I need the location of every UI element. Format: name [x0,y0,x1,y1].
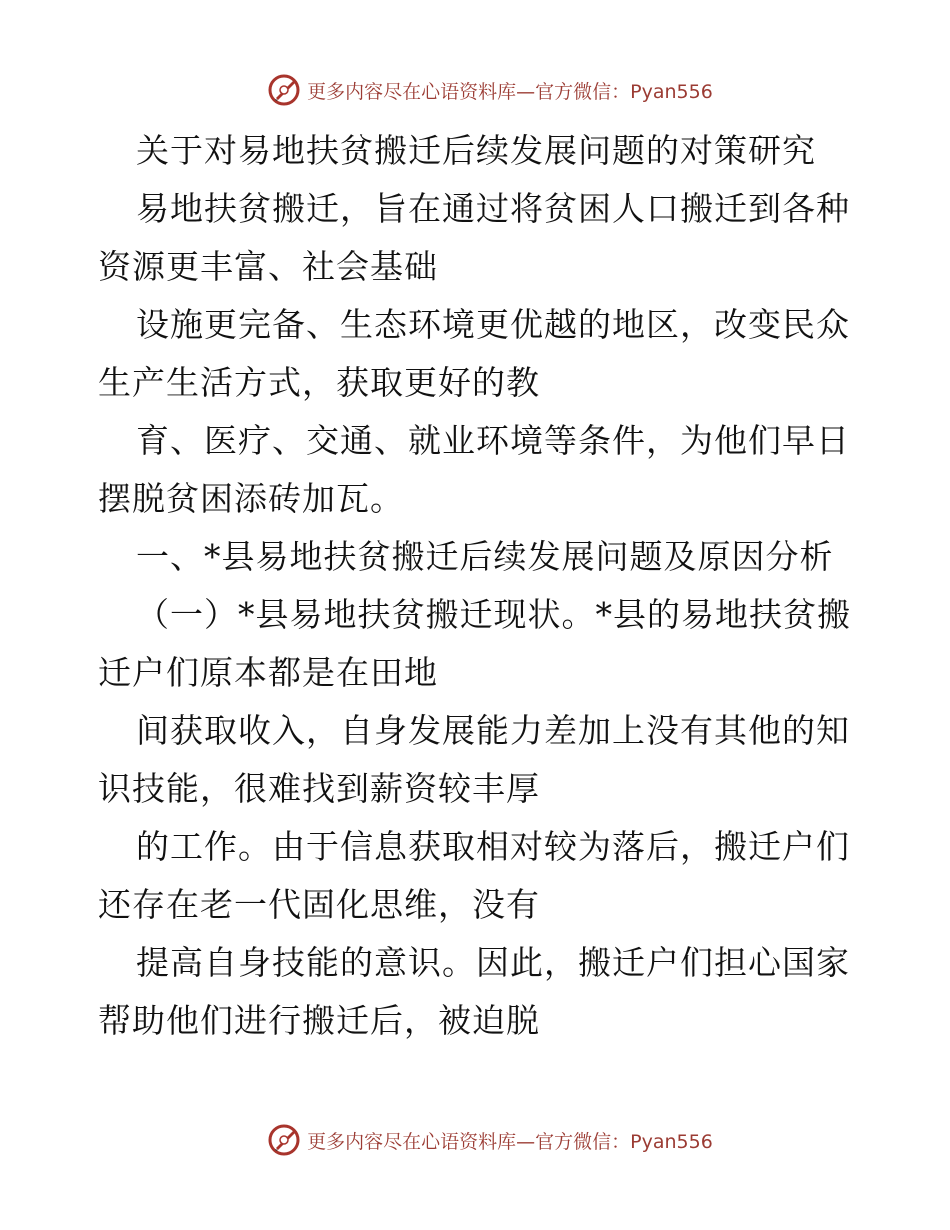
quill-logo-icon [267,73,301,107]
text-line: 识技能，很难找到薪资较丰厚 [98,769,540,808]
text-line: 提高自身技能的意识。因此，搬迁户们担心国家 [136,943,850,982]
text-line: 育、医疗、交通、就业环境等条件，为他们早日 [136,421,850,460]
text-line: 迁户们原本都是在田地 [98,653,438,692]
text-line: 设施更完备、生态环境更优越的地区，改变民众 [136,305,850,344]
watermark-text: 更多内容尽在心语资料库—官方微信：Pyan556 [307,80,713,103]
document-body [98,122,858,1050]
text-line: 摆脱贫困添砖加瓦。 [98,479,404,518]
footer-watermark-banner [0,1120,950,1160]
text-line: 资源更丰富、社会基础 [98,247,438,286]
text-line: 间获取收入，自身发展能力差加上没有其他的知 [136,711,850,750]
text-line: 帮助他们进行搬迁后，被迫脱 [98,1001,540,1040]
header-watermark-banner [0,70,950,110]
text-line: 关于对易地扶贫搬迁后续发展问题的对策研究 [136,131,816,170]
quill-logo-icon [267,1123,301,1157]
text-line: 一、*县易地扶贫搬迁后续发展问题及原因分析 [136,537,834,576]
text-line: 的工作。由于信息获取相对较为落后，搬迁户们 [136,827,850,866]
text-line: 生产生活方式，获取更好的教 [98,363,540,402]
text-line: （一）*县易地扶贫搬迁现状。*县的易地扶贫搬 [136,595,851,634]
text-line: 还存在老一代固化思维，没有 [98,885,540,924]
watermark-text: 更多内容尽在心语资料库—官方微信：Pyan556 [307,1130,713,1153]
text-line: 易地扶贫搬迁，旨在通过将贫困人口搬迁到各种 [136,189,850,228]
